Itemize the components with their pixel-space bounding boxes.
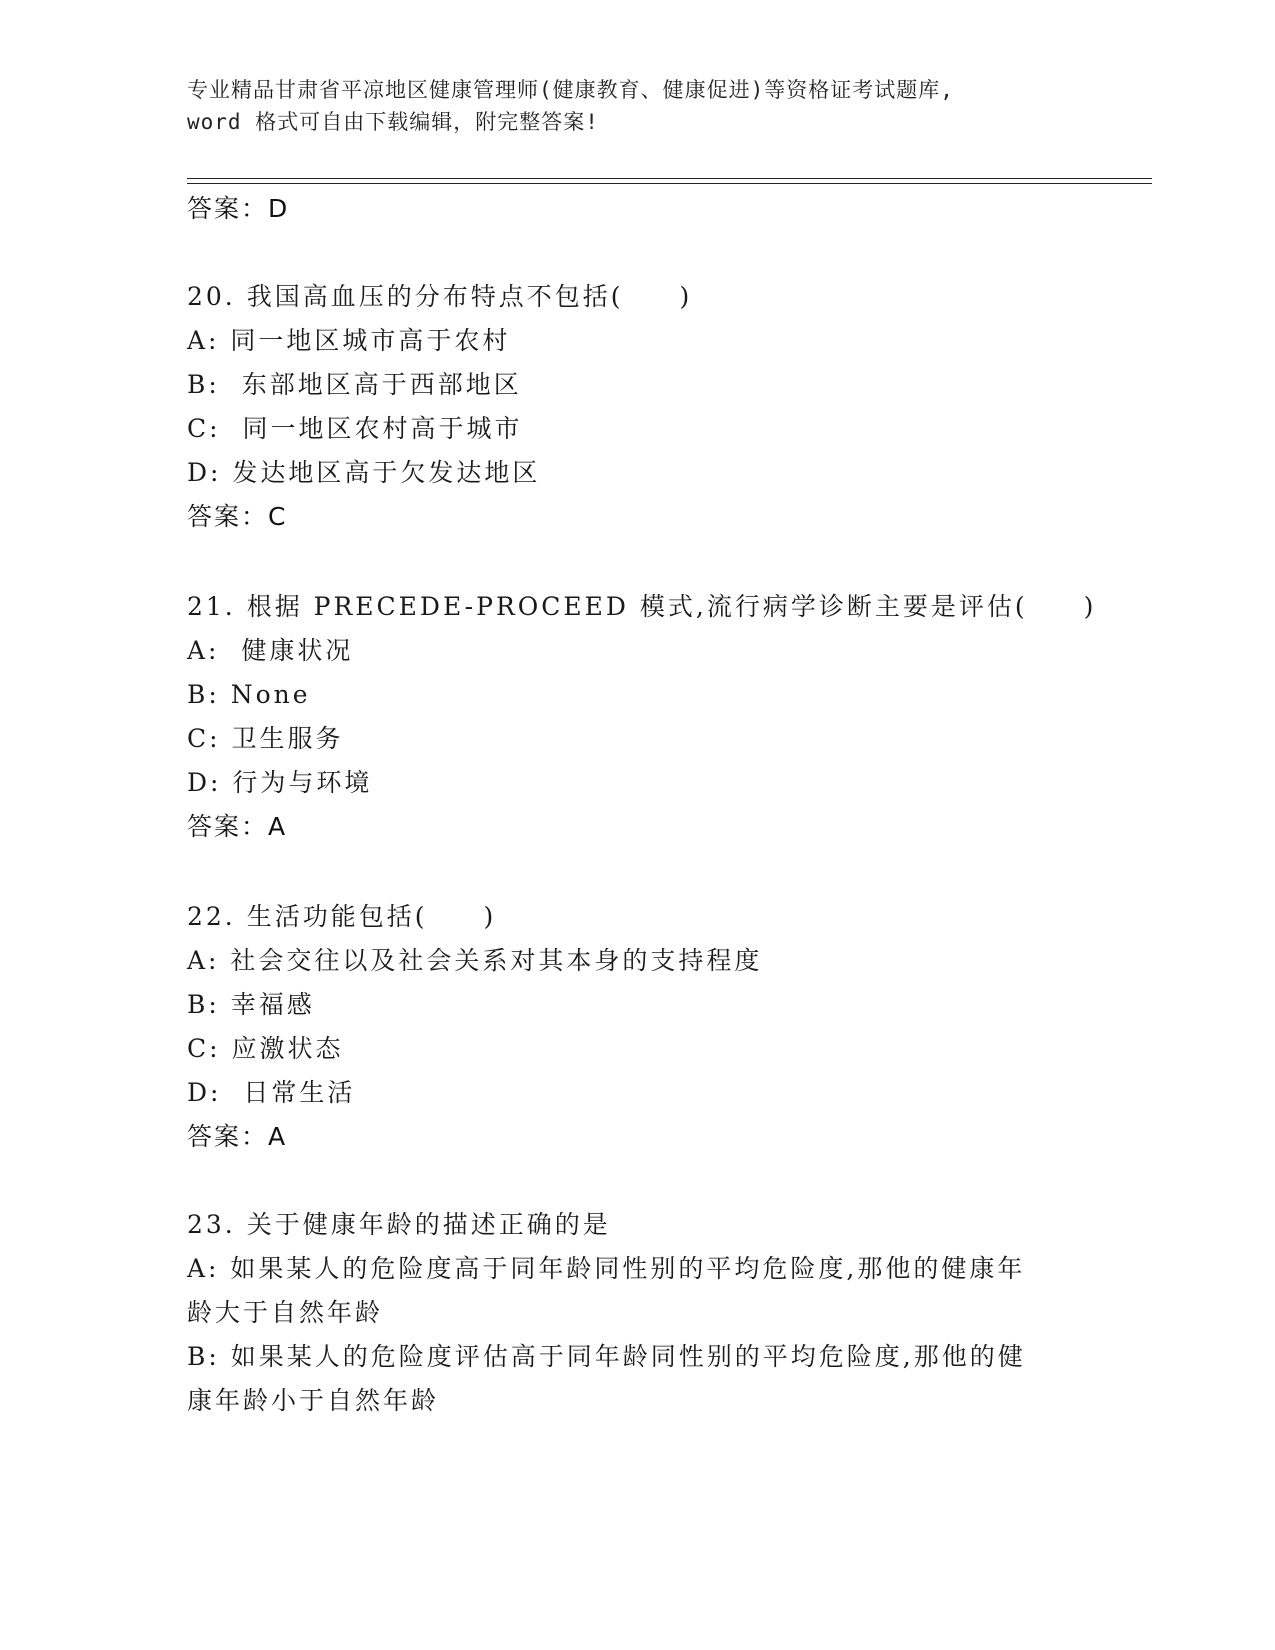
question-23-option-a-continued: 龄大于自然年龄 (187, 1298, 384, 1327)
question-23-option-b-continued: 康年龄小于自然年龄 (187, 1386, 440, 1415)
header-line-2: word 格式可自由下载编辑，附完整答案! (187, 110, 599, 134)
header-divider-bottom (187, 183, 1152, 184)
question-21-option-a: A: 健康状况 (187, 636, 354, 665)
question-22-option-d: D: 日常生活 (187, 1078, 356, 1107)
question-22-option-a: A: 社会交往以及社会关系对其本身的支持程度 (187, 946, 763, 975)
header-line-1: 专业精品甘肃省平凉地区健康管理师(健康教育、健康促进)等资格证考试题库, (187, 78, 954, 102)
previous-answer: 答案：D (187, 194, 290, 223)
question-20-option-d: D: 发达地区高于欠发达地区 (187, 458, 541, 487)
question-21-stem: 21. 根据 PRECEDE-PROCEED 模式,流行病学诊断主要是评估( ) (187, 592, 1097, 621)
question-21-option-d: D: 行为与环境 (187, 768, 373, 797)
question-20-answer: 答案：C (187, 502, 288, 531)
question-22-stem: 22. 生活功能包括( ) (187, 902, 497, 931)
question-21-option-b: B: None (187, 680, 311, 709)
question-23-stem: 23. 关于健康年龄的描述正确的是 (187, 1210, 611, 1239)
question-23-option-b: B: 如果某人的危险度评估高于同年龄同性别的平均危险度,那他的健 (187, 1342, 1026, 1371)
question-20-option-b: B: 东部地区高于西部地区 (187, 370, 522, 399)
document-header (187, 74, 1087, 138)
question-20-option-a: A: 同一地区城市高于农村 (187, 326, 511, 355)
question-23-option-a: A: 如果某人的危险度高于同年龄同性别的平均危险度,那他的健康年 (187, 1254, 1026, 1283)
question-20-option-c: C: 同一地区农村高于城市 (187, 414, 523, 443)
question-21-option-c: C: 卫生服务 (187, 724, 344, 753)
question-22-answer: 答案：A (187, 1122, 288, 1151)
question-22-option-c: C: 应激状态 (187, 1034, 344, 1063)
question-21-answer: 答案：A (187, 812, 288, 841)
question-20-stem: 20. 我国高血压的分布特点不包括( ) (187, 282, 693, 311)
header-divider-top (187, 178, 1152, 179)
question-22-option-b: B: 幸福感 (187, 990, 315, 1019)
